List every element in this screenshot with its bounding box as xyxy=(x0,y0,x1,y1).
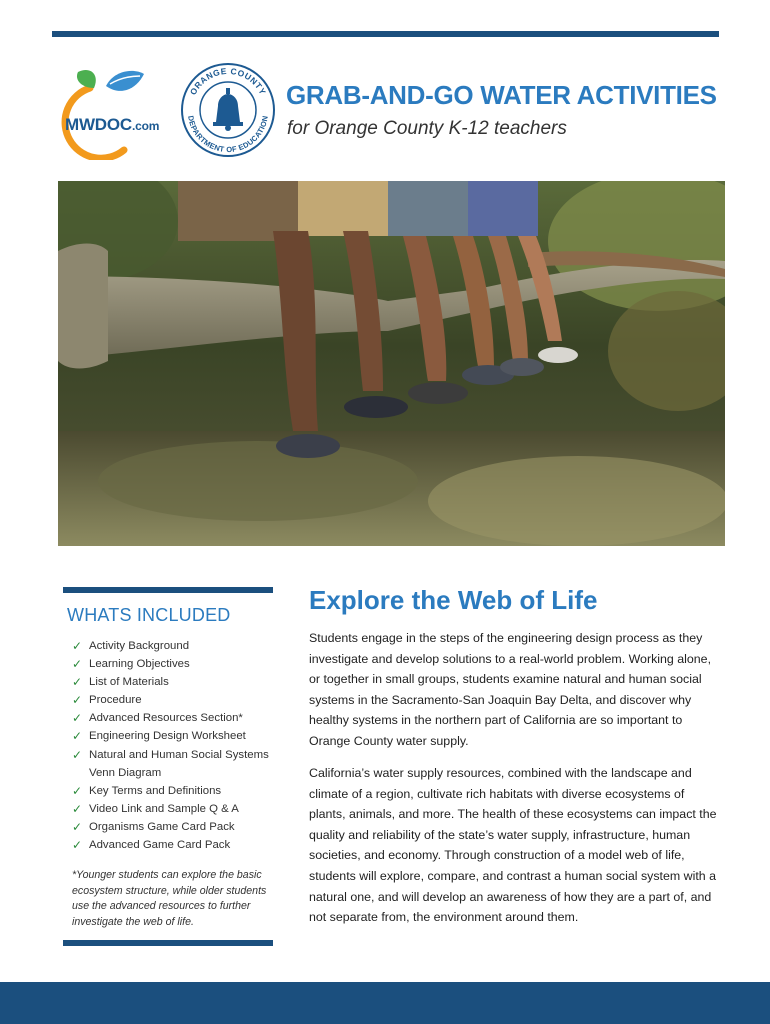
footer-bar xyxy=(0,982,770,1024)
list-item xyxy=(72,691,277,709)
body-paragraph: California’s water supply resources, combined with the landscape and climate of a region, cultivate rich habitats with diverse ecosystems of plants, animals, and more. The health of these ecosystems can impact the quality and reliability of the state’s water supply, infrastructure, human societies, and economy. Through construction of a model web of life, students will explore, compare, and contrast a human social system with a natural one, and will develop an awareness of how they are a part of, and not separate from, the environment around them. xyxy=(309,766,717,925)
ocde-seal-top-text: ORANGE COUNTY xyxy=(187,65,269,97)
ocde-seal-bottom-text: DEPARTMENT OF EDUCATION xyxy=(186,114,270,155)
checkmark-icon: ✓ xyxy=(72,711,83,726)
list-item xyxy=(72,655,277,673)
list-item xyxy=(72,782,277,800)
included-list xyxy=(72,637,277,854)
list-item-label: Key Terms and Definitions xyxy=(89,784,222,797)
checkmark-icon: ✓ xyxy=(72,819,83,834)
checkmark-icon: ✓ xyxy=(72,693,83,708)
whats-included-heading: WHATS INCLUDED xyxy=(67,605,231,625)
list-item xyxy=(72,800,277,818)
list-item-label: Advanced Game Card Pack xyxy=(89,839,231,852)
list-item-label: Activity Background xyxy=(89,640,190,652)
sidebar-top-rule xyxy=(63,587,273,593)
top-rule xyxy=(52,31,719,37)
logo-group xyxy=(50,62,275,162)
list-item-label: Engineering Design Worksheet xyxy=(89,730,246,743)
checkmark-icon: ✓ xyxy=(72,783,83,798)
list-item-label: Organisms Game Card Pack xyxy=(89,820,235,833)
list-item xyxy=(72,836,277,854)
ocde-seal-icon xyxy=(180,62,276,158)
checkmark-icon: ✓ xyxy=(72,747,83,762)
checkmark-icon: ✓ xyxy=(72,729,83,744)
sidebar-bottom-rule xyxy=(63,940,273,946)
checkmark-icon: ✓ xyxy=(72,801,83,816)
page-subtitle: for Orange County K-12 teachers xyxy=(287,118,567,139)
list-item xyxy=(72,709,277,727)
list-item-label: Video Link and Sample Q & A xyxy=(89,802,239,815)
hero-photo xyxy=(58,181,725,546)
checkmark-icon: ✓ xyxy=(72,639,83,653)
list-item xyxy=(72,818,277,836)
mwdoc-suffix: .com xyxy=(131,119,160,133)
mwdoc-orange-icon xyxy=(50,66,178,160)
checkmark-icon: ✓ xyxy=(72,657,83,672)
checkmark-icon: ✓ xyxy=(72,675,83,690)
mwdoc-name: MWDOC xyxy=(65,115,132,134)
list-item-label: List of Materials xyxy=(89,676,169,689)
list-item-label: Advanced Resources Section* xyxy=(89,712,243,725)
checkmark-icon: ✓ xyxy=(72,838,83,853)
list-item-label: Natural and Human Social Systems Venn Diagram xyxy=(89,748,269,779)
younger-students-note: *Younger students can explore the basic ecosystem structure, while older students use the advanced resources to further investigate the web of life. xyxy=(72,869,267,928)
intro-paragraph: Students engage in the steps of the engineering design process as they investigate and develop solutions to a real-world problem. Working alone, or together in small groups, students examine natural and human social systems in the Sacramento-San Joaquin Bay Delta, and discover why healthy systems in the northern part of California are so important to Orange County water supply. xyxy=(309,631,712,748)
list-item-label: Learning Objectives xyxy=(89,658,190,671)
list-item-label: Procedure xyxy=(89,694,142,707)
list-item xyxy=(72,727,277,745)
hero-photo-illustration xyxy=(58,181,725,546)
list-item xyxy=(72,637,277,655)
section-heading: Explore the Web of Life xyxy=(309,585,598,615)
ocde-seal[interactable] xyxy=(180,62,276,158)
list-item xyxy=(72,746,277,782)
mwdoc-logo[interactable] xyxy=(50,66,178,160)
mwdoc-wordmark xyxy=(65,115,159,135)
page-title: GRAB-AND-GO WATER ACTIVITIES xyxy=(286,80,717,110)
list-item xyxy=(72,673,277,691)
